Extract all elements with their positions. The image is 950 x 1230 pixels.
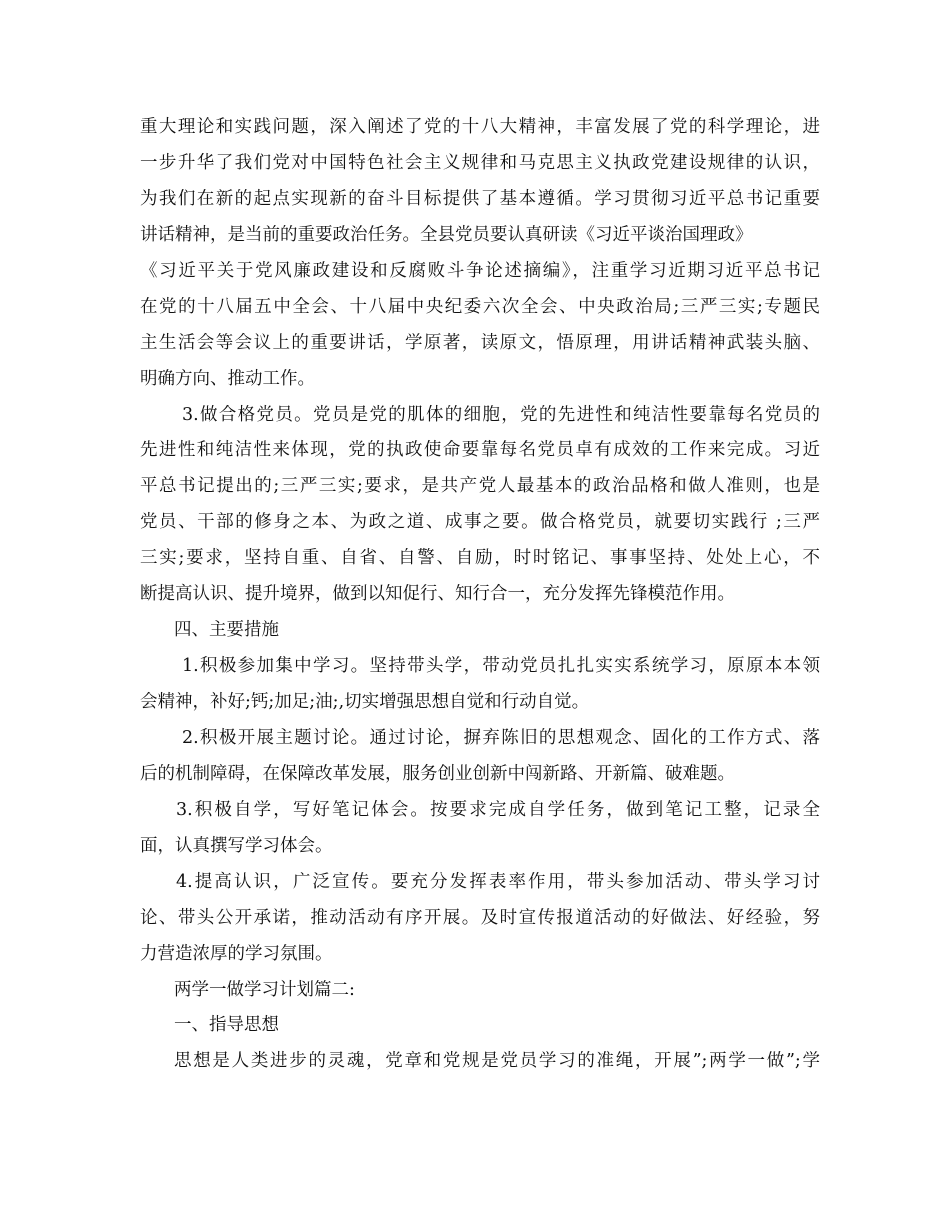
- section-heading: 一、指导思想: [174, 1015, 279, 1036]
- paragraph-first-line: 思想是人类进步的灵魂，党章和党规是党员学习的准绳，开展”;两学一做”;学: [174, 1051, 820, 1072]
- text-line: 先进性和纯洁性来体现，党的执政使命要靠每名党员卓有成效的工作来完成。习近: [140, 440, 820, 461]
- document-body: [140, 110, 820, 1080]
- text-line: 《习近平关于党风廉政建设和反腐败斗争论述摘编》，注重学习近期习近平总书记: [140, 260, 820, 281]
- section-heading: 两学一做学习计划篇二:: [174, 979, 355, 1000]
- text-line: 平总书记提出的;三严三实;要求，是共产党人最基本的政治品格和做人准则，也是: [140, 476, 820, 497]
- text-line: 主生活会等会议上的重要讲话，学原著，读原文，悟原理，用讲话精神武装头脑、: [140, 332, 820, 353]
- text-line: 会精神，补好;钙;加足;油;,切实增强思想自觉和行动自觉。: [140, 692, 590, 712]
- text-line: 为我们在新的起点实现新的奋斗目标提供了基本遵循。学习贯彻习近平总书记重要: [140, 188, 820, 209]
- text-line: 明确方向、推动工作。: [140, 368, 315, 389]
- text-line: 党员、干部的修身之本、为政之道、成事之要。做合格党员，就要切实践行 ;三严: [140, 512, 820, 533]
- text-line: 面，认真撰写学习体会。: [140, 835, 333, 856]
- text-line: 论、带头公开承诺，推动活动有序开展。及时宣传报道活动的好做法、好经验，努: [140, 907, 820, 928]
- text-line: 重大理论和实践问题，深入阐述了党的十八大精神，丰富发展了党的科学理论，进: [140, 117, 820, 137]
- paragraph-first-line: 3.做合格党员。党员是党的肌体的细胞，党的先进性和纯洁性要靠每名党员的: [182, 404, 820, 425]
- text-line: 三实;要求，坚持自重、自省、自警、自励，时时铭记、事事坚持、处处上心，不: [140, 548, 820, 569]
- text-line: 讲话精神，是当前的重要政治任务。全县党员要认真研读《习近平谈治国理政》: [140, 224, 753, 245]
- text-line: 在党的十八届五中全会、十八届中央纪委六次全会、中央政治局;三严三实;专题民: [140, 296, 820, 317]
- paragraph-first-line: 3.积极自学，写好笔记体会。按要求完成自学任务，做到笔记工整，记录全: [176, 799, 820, 820]
- paragraph-first-line: 4.提高认识，广泛宣传。要充分发挥表率作用，带头参加活动、带头学习讨: [176, 871, 820, 892]
- section-heading: 四、主要措施: [174, 620, 279, 641]
- text-line: 后的机制障碍，在保障改革发展，服务创业创新中闯新路、开新篇、破难题。: [140, 763, 735, 784]
- text-line: 力营造浓厚的学习氛围。: [140, 943, 333, 964]
- text-line: 一步升华了我们党对中国特色社会主义规律和马克思主义执政党建设规律的认识，: [140, 152, 820, 173]
- paragraph-first-line: 1.积极参加集中学习。坚持带头学，带动党员扎扎实实系统学习，原原本本领: [182, 656, 820, 677]
- paragraph-first-line: 2.积极开展主题讨论。通过讨论，摒弃陈旧的思想观念、固化的工作方式、落: [182, 727, 820, 748]
- text-line: 断提高认识、提升境界，做到以知促行、知行合一，充分发挥先锋模范作用。: [140, 584, 735, 605]
